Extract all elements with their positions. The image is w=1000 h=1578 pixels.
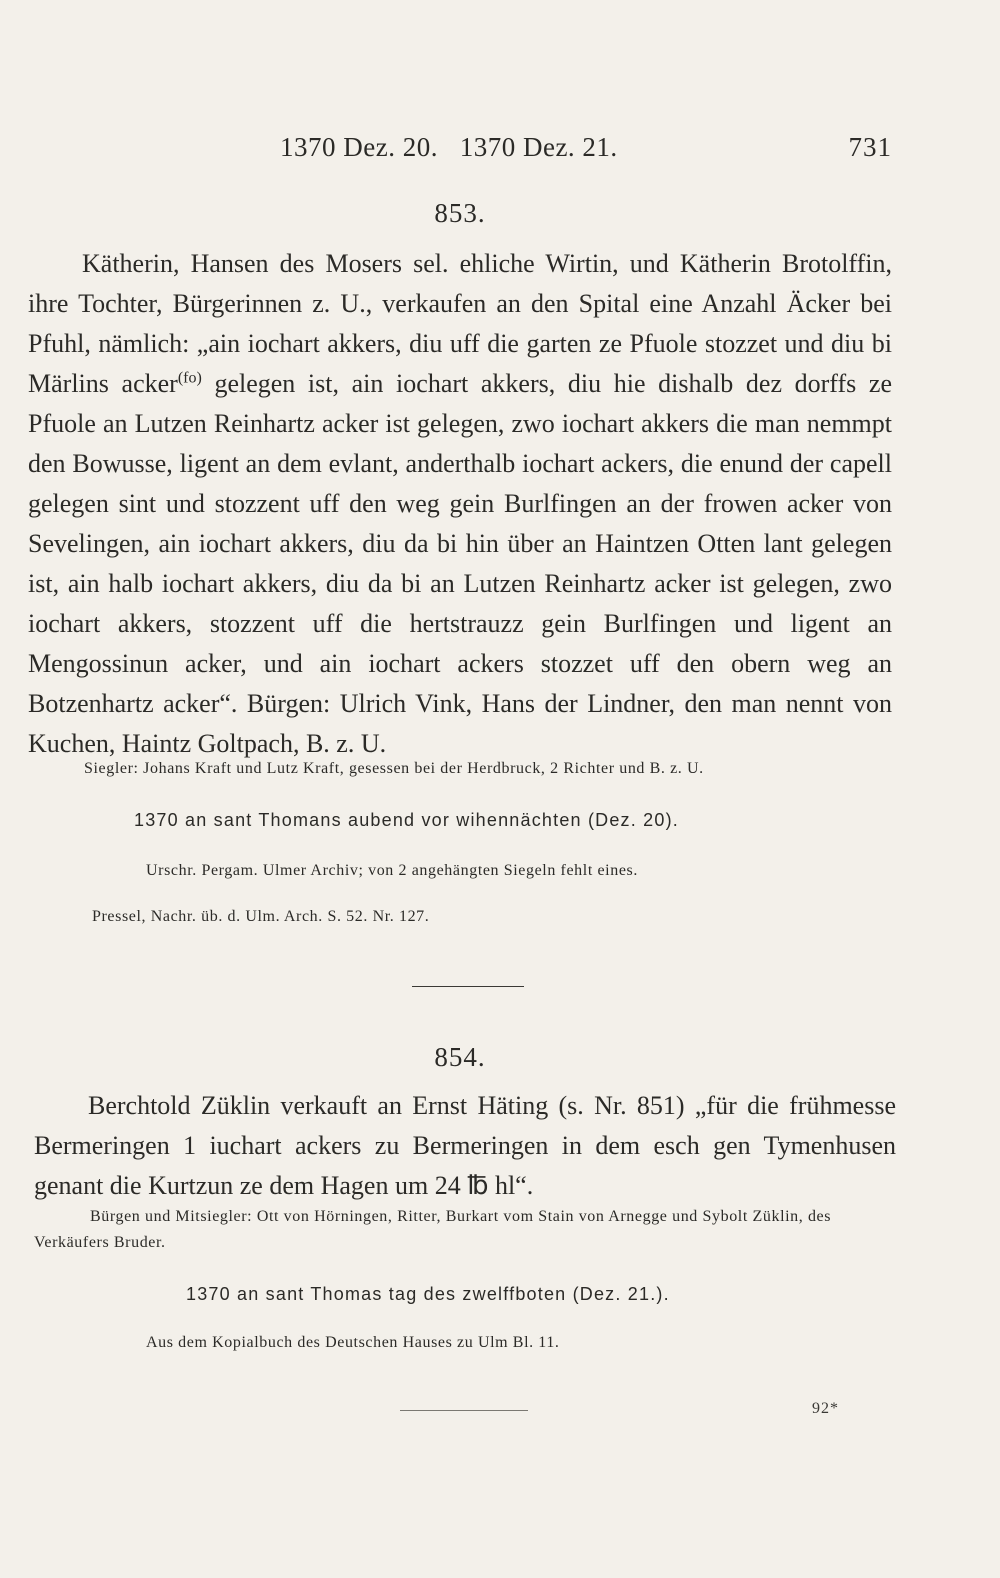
running-title: 1370 Dez. 20. 1370 Dez. 21.	[280, 132, 618, 162]
footer-rule	[400, 1410, 528, 1411]
section-divider	[412, 986, 524, 987]
regest-text-854: Berchtold Züklin verkauft an Ernst Häting (s. Nr. 851) „für die frühmesse Bermeringen 1 iuchart ackers zu Bermeringen in dem esch gen Tymenhusen genant die Kurtzun ze dem Hagen um 24 ℔ hl“.	[34, 1091, 896, 1200]
literature-note-853: Pressel, Nachr. üb. d. Ulm. Arch. S. 52. Nr. 127.	[92, 908, 430, 925]
siegler-note: Siegler: Johans Kraft und Lutz Kraft, gesessen bei der Herdbruck, 2 Richter und B. z. U.	[84, 760, 704, 777]
dating-853: 1370 an sant Thomans aubend vor wihennächten (Dez. 20).	[134, 810, 679, 830]
source-note-854: Aus dem Kopialbuch des Deutschen Hauses zu Ulm Bl. 11.	[146, 1334, 560, 1351]
regest-text-part2: gelegen ist, ain iochart akkers, diu hie dishalb dez dorffs ze Pfuole an Lutzen Reinhartz acker ist gelegen, zwo iochart akkers die man nemmpt den Bowusse, ligent an dem evlant, anderthalb iochart ackers, die enund der capell gelegen sint und stozzent uff den weg gein Burlfingen an der frowen acker von Sevelingen, ain iochart akkers, diu da bi hin über an Haintzen Otten lant gelegen ist, ain halb iochart akkers, diu da bi an Lutzen Reinhartz acker ist gelegen, zwo iochart akkers, stozzent uff die hertstrauzz gein Burlfingen und ligent an Mengossinun acker, und ain iochart ackers stozzet uff den obern weg an Botzenhartz acker“. Bürgen: Ulrich Vink, Hans der Lindner, den man nennt von Kuchen, Haintz Goltpach, B. z. U.	[28, 369, 892, 758]
buergen-note: Bürgen und Mitsiegler: Ott von Hörningen, Ritter, Burkart vom Stain von Arnegge und Sybolt Züklin, des Verkäufers Bruder.	[34, 1208, 832, 1251]
source-note-853: Urschr. Pergam. Ulmer Archiv; von 2 angehängten Siegeln fehlt eines.	[146, 862, 638, 879]
dating-854: 1370 an sant Thomas tag des zwelffboten (Dez. 21.).	[186, 1284, 670, 1304]
signature-mark: 92*	[812, 1400, 839, 1417]
footnote-marker: (fo)	[177, 369, 202, 387]
document-853-regest	[28, 244, 892, 764]
page-header	[0, 132, 1000, 172]
document-854-regest	[34, 1086, 896, 1206]
regest-text-part1: Kätherin, Hansen des Mosers sel. ehliche Wirtin, und Kätherin Brotolffin, ihre Tochter, Bürgerinnen z. U., verkaufen an den Spital eine Anzahl Äcker bei Pfuhl, nämlich: „ain iochart akkers, diu uff die garten ze Pfuole stozzet und diu bi Märlins acker	[28, 249, 892, 398]
document-number-854: 854.	[434, 1042, 486, 1072]
document-number-853: 853.	[434, 198, 486, 228]
page-number: 731	[848, 132, 892, 162]
